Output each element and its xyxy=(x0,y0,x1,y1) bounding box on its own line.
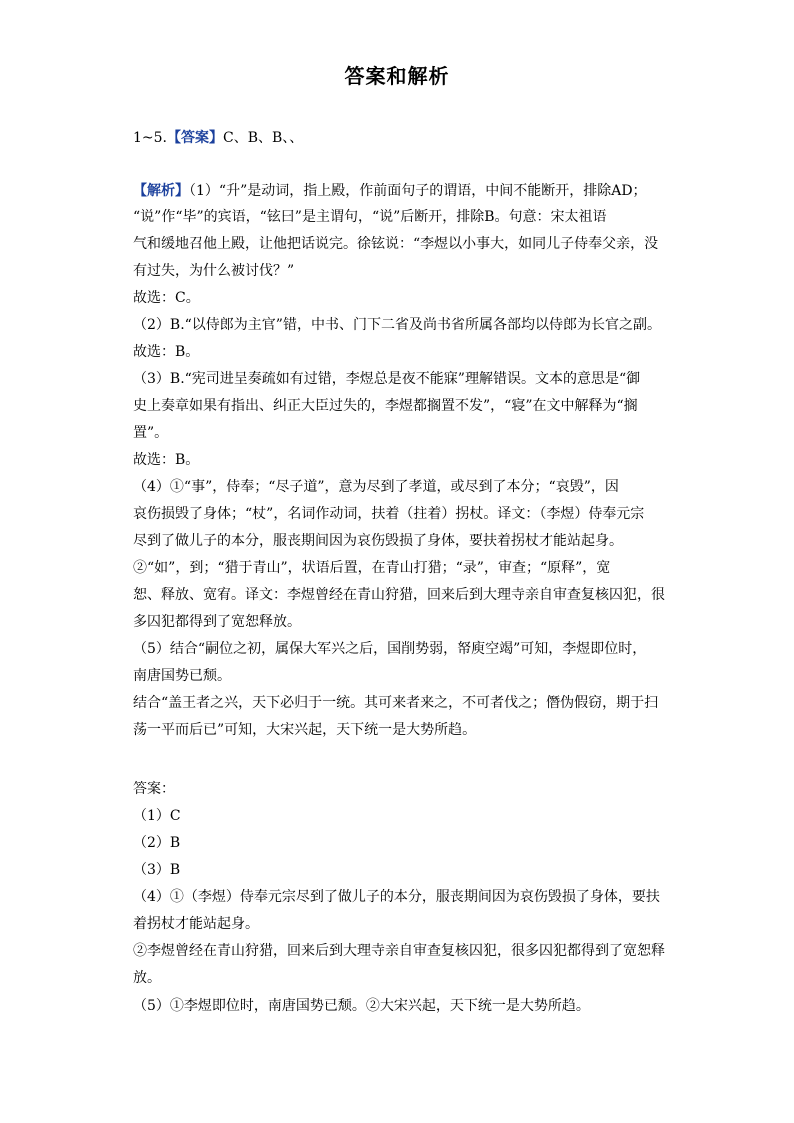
analysis-line: 故选：C。 xyxy=(133,290,200,306)
analysis-line: 尽到了做儿子的本分，服丧期间因为哀伤毁损了身体，要扶着拐杖才能站起身。 xyxy=(133,533,623,549)
answer-tag: 【答案】 xyxy=(167,130,223,146)
analysis-line: 南唐国势已颓。 xyxy=(133,668,231,684)
answer-line: （4）①（李煜）侍奉元宗尽到了做儿子的本分，服丧期间因为哀伤毁损了身体，要扶 xyxy=(133,889,660,905)
analysis-line: 恕、释放、宽宥。译文：李煜曾经在青山狩猎，回来后到大理寺亲自审查复核囚犯，很 xyxy=(133,587,665,603)
analysis-line: “说”作“毕”的宾语，“铉曰”是主谓句，“说”后断开，排除B。句意：宋太祖语 xyxy=(133,209,607,225)
answer-values: C、B、B、、 xyxy=(223,130,304,146)
analysis-text: （1）“升”是动词，指上殿，作前面句子的谓语，中间不能断开，排除AD； xyxy=(189,183,647,199)
analysis-line: 荡一平而后已”可知，大宋兴起，天下统一是大势所趋。 xyxy=(133,722,477,738)
analysis-line: 故选：B。 xyxy=(133,452,200,468)
analysis-line: （2）B.“以侍郎为主官”错，中书、门下二省及尚书省所属各部均以侍郎为长官之副。 xyxy=(133,317,661,333)
analysis-line: （4）①“事”，侍奉；“尽子道”，意为尽到了孝道，或尽到了本分；“哀毁”，因 xyxy=(133,479,619,495)
page-title: 答案和解析 xyxy=(344,64,450,88)
analysis-line: 故选：B。 xyxy=(133,344,200,360)
answer-line: 着拐杖才能站起身。 xyxy=(133,916,259,932)
analysis-line: （5）结合“嗣位之初，属保大军兴之后，国削势弱，帑庾空竭”可知，李煜即位时， xyxy=(133,641,647,657)
analysis-line: （3）B.“宪司进呈奏疏如有过错，李煜总是夜不能寐”理解错误。文本的意思是“御 xyxy=(133,371,641,387)
answer-line: （1）C xyxy=(133,808,181,824)
answers-label: 答案： xyxy=(133,781,175,797)
answer-range: 1~5. xyxy=(133,130,167,146)
analysis-line: 哀伤损毁了身体；“杖”，名词作动词，扶着（拄着）拐杖。译文：（李煜）侍奉元宗 xyxy=(133,506,645,522)
analysis-line: 置”。 xyxy=(133,425,169,441)
answer-line: 放。 xyxy=(133,970,161,986)
answer-line: （2）B xyxy=(133,835,181,851)
analysis-line: 史上奏章如果有指出、纠正大臣过失的，李煜都搁置不发”，“寝”在文中解释为“搁 xyxy=(133,398,638,414)
analysis-tag: 【解析】 xyxy=(133,183,189,199)
analysis-line: 有过失，为什么被讨伐？” xyxy=(133,263,295,279)
analysis-line: 气和缓地召他上殿，让他把话说完。徐铉说：“李煜以小事大，如同儿子侍奉父亲，没 xyxy=(133,236,659,252)
analysis-line: 多囚犯都得到了宽恕释放。 xyxy=(133,614,301,630)
analysis-line: ②“如”，到；“猎于青山”，状语后置，在青山打猎；“录”，审查；“原释”，宽 xyxy=(133,560,611,576)
answer-line: （3）B xyxy=(133,862,181,878)
answer-line: ②李煜曾经在青山狩猎，回来后到大理寺亲自审查复核囚犯，很多囚犯都得到了宽恕释 xyxy=(133,943,665,959)
analysis-line xyxy=(133,182,647,200)
answer-summary-line xyxy=(133,129,303,147)
answer-line: （5）①李煜即位时，南唐国势已颓。②大宋兴起，天下统一是大势所趋。 xyxy=(133,998,590,1014)
analysis-line: 结合“盖王者之兴，天下必归于一统。其可来者来之，不可者伐之；僭伪假窃，期于扫 xyxy=(133,695,659,711)
